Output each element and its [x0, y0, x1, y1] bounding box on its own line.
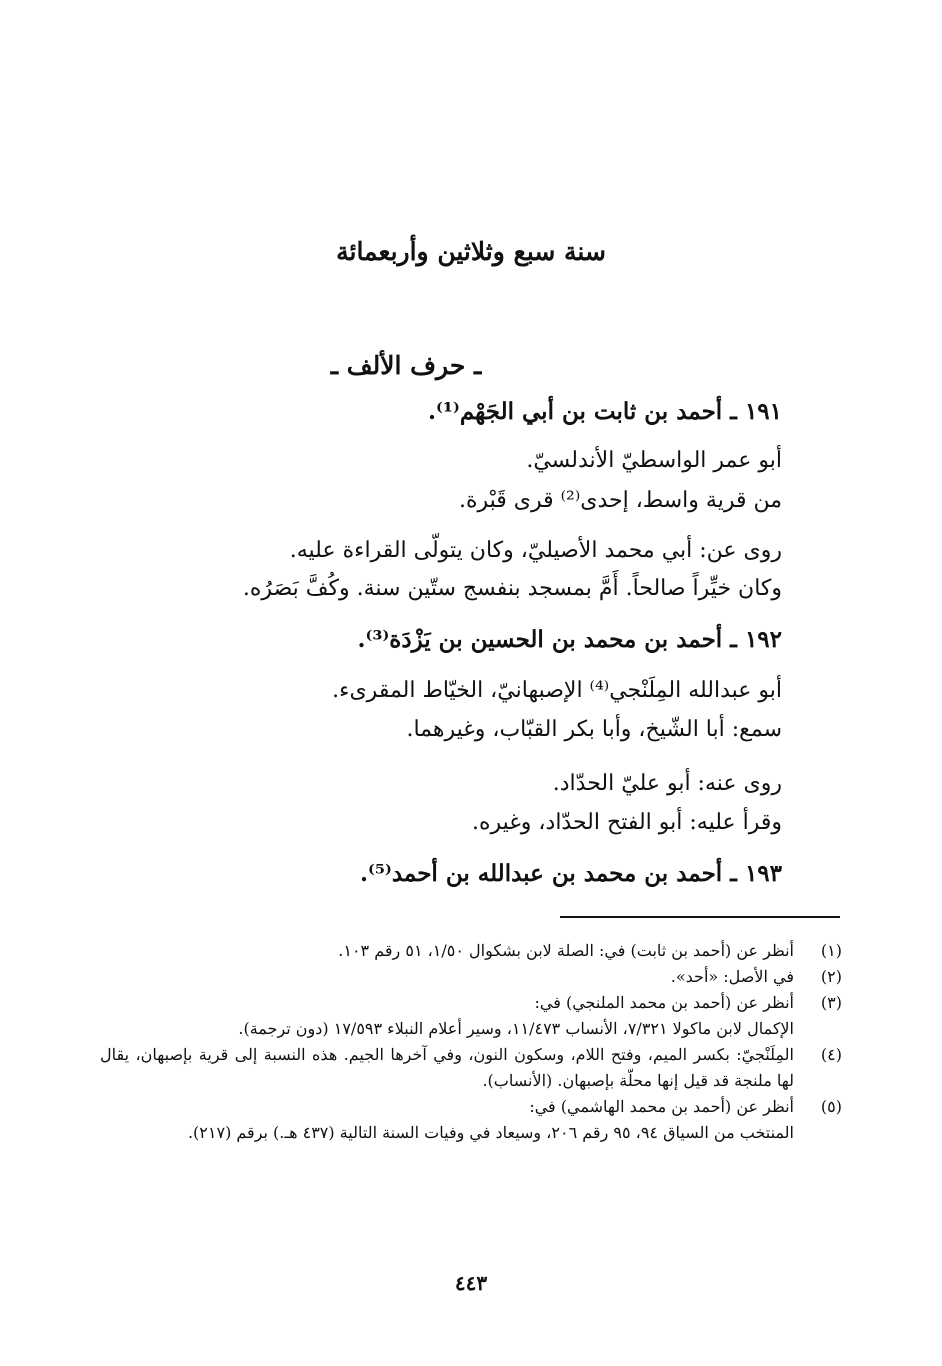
- entry-191-kunya: أبو عمر الواسطيّ الأندلسيّ.: [526, 448, 782, 473]
- footnote-line: المنتخب من السياق ٩٤، ٩٥ رقم ٢٠٦، وسيعاد في وفيات السنة التالية (٤٣٧ هـ.) برقم (٢١٧).: [187, 1123, 794, 1142]
- footnote-text: [100, 938, 794, 964]
- footnote-4: [100, 1042, 842, 1094]
- footnote-number: (٢): [820, 967, 842, 986]
- footnote-line: المِلَنْجيّ: بكسر الميم، وفتح اللام، وسكون النون، وفي آخرها الجيم. هذه النسبة إلى قرية بإصبهان، يقال لها ملنجة قد قيل إنها محلّة بإصبهان. (الأنساب).: [100, 1045, 794, 1090]
- footnote-line: في الأصل: «أحد».: [670, 967, 794, 986]
- footnote-text: [100, 964, 794, 990]
- footnote-text: [100, 1042, 794, 1094]
- footnote-line: الإكمال لابن ماكولا ٧/٣٢١، الأنساب ١١/٤٧٣، وسير أعلام النبلاء ١٧/٥٩٣ (دون ترجمة).: [238, 1019, 794, 1038]
- entry-191-description: وكان خيِّراً صالحاً. أَمَّ بمسجد بنفسج ستّين سنة. وكُفَّ بَصَرُه.: [242, 576, 782, 601]
- footnote-number: (١): [820, 941, 842, 960]
- footnote-1: [100, 938, 842, 964]
- footnote-separator: [560, 916, 840, 918]
- footnote-2: [100, 964, 842, 990]
- footnote-text: [100, 990, 794, 1042]
- entry-191-title: ١٩١ ـ أحمد بن ثابت بن أبي الجَهْم⁽¹⁾.: [428, 398, 782, 425]
- footnote-number: (٣): [820, 993, 842, 1012]
- entry-192-heard: سمع: أبا الشّيخ، وأبا بكر القبّاب، وغيرهما.: [406, 717, 782, 742]
- entry-192-kunya: أبو عبدالله المِلَنْجي⁽⁴⁾ الإصبهانيّ، الخيّاط المقرىء.: [332, 678, 782, 703]
- entry-193-title: ١٩٣ ـ أحمد بن محمد بن عبدالله بن أحمد⁽⁵⁾.: [360, 860, 782, 887]
- entry-191-narrated-from: روى عن: أبي محمد الأصيليّ، وكان يتولّى القراءة عليه.: [289, 538, 782, 563]
- footnote-3: [100, 990, 842, 1042]
- footnote-line: أنظر عن (أحمد بن محمد الملنجي) في:: [534, 993, 794, 1012]
- footnote-5: [100, 1094, 842, 1146]
- page-number: ٤٤٣: [454, 1271, 488, 1295]
- footnote-text: [100, 1094, 794, 1146]
- section-heading-alif: ـ حرف الألف ـ: [330, 351, 482, 380]
- entry-192-read-by: وقرأ عليه: أبو الفتح الحدّاد، وغيره.: [472, 810, 782, 835]
- footnote-number: (٤): [820, 1045, 842, 1064]
- year-heading: سنة سبع وثلاثين وأربعمائة: [336, 237, 606, 266]
- footnote-number: (٥): [820, 1097, 842, 1116]
- entry-192-narrated-by: روى عنه: أبو عليّ الحدّاد.: [552, 771, 782, 796]
- entry-192-title: ١٩٢ ـ أحمد بن محمد بن الحسين بن يَزْدَة⁽³⁾.: [357, 626, 782, 653]
- footnote-line: أنظر عن (أحمد بن محمد الهاشمي) في:: [529, 1097, 794, 1116]
- footnote-line: أنظر عن (أحمد بن ثابت) في: الصلة لابن بشكوال ١/٥٠، ٥١ رقم ١٠٣.: [338, 941, 794, 960]
- footnotes: [100, 938, 842, 1146]
- entry-191-origin: من قرية واسط، إحدى⁽²⁾ قرى قَبْرة.: [458, 488, 782, 513]
